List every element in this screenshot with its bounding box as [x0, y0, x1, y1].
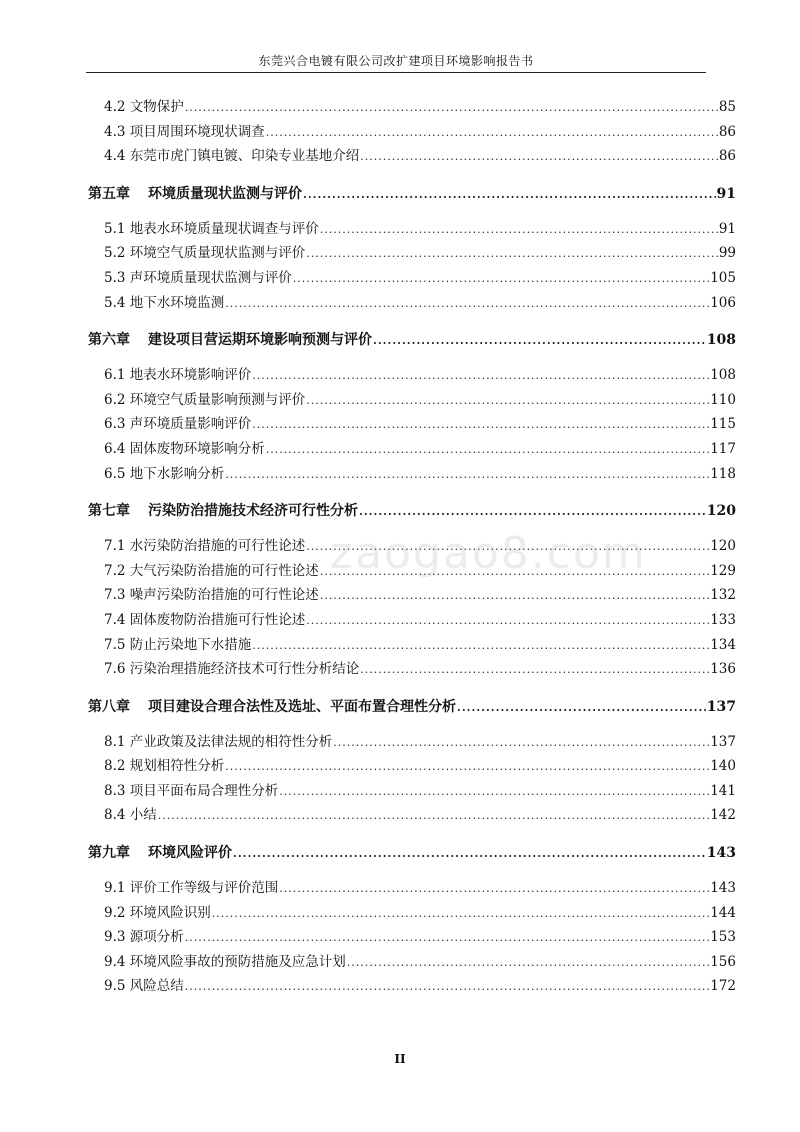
toc-entry-label	[88, 696, 456, 716]
toc-section-entry[interactable]	[88, 217, 736, 242]
toc-page-number: 143	[710, 880, 736, 897]
toc-entry-label: 6.2 环境空气质量影响预测与评价	[104, 391, 306, 408]
dot-leader	[303, 188, 716, 201]
toc-section-entry[interactable]	[88, 633, 736, 658]
toc-chapter-entry[interactable]	[88, 842, 736, 866]
dot-leader	[225, 468, 709, 481]
toc-page-number: 108	[706, 332, 736, 349]
toc-page-number: 129	[710, 562, 736, 579]
toc-page-number: 137	[710, 733, 736, 750]
toc-entry-label: 6.5 地下水影响分析	[104, 465, 225, 482]
dot-leader	[212, 907, 709, 920]
toc-section-entry[interactable]	[88, 462, 736, 487]
toc-section-entry[interactable]	[88, 608, 736, 633]
dot-leader	[373, 334, 706, 347]
toc-page-number: 136	[710, 661, 736, 678]
toc-page-number: 110	[710, 391, 736, 408]
toc-page-number: 105	[710, 269, 736, 286]
toc-entry-label: 4.4 东莞市虎门镇电镀、印染专业基地介绍	[104, 148, 360, 165]
toc-page-number: 153	[710, 929, 736, 946]
toc-entry-label: 8.3 项目平面布局合理性分析	[104, 782, 279, 799]
toc-section-entry[interactable]	[88, 901, 736, 926]
toc-entry-label: 8.2 规划相符性分析	[104, 758, 225, 775]
toc-page-number: 106	[710, 294, 736, 311]
toc-section-entry[interactable]	[88, 241, 736, 266]
toc-page-number: 118	[710, 465, 736, 482]
toc-entry-label: 8.4 小结	[104, 807, 157, 824]
toc-page-number: 99	[718, 245, 736, 262]
toc-page-number: 91	[718, 220, 736, 237]
toc-section-entry[interactable]	[88, 876, 736, 901]
chapter-title: 污染防治措施技术经济可行性分析	[148, 503, 358, 520]
toc-section-entry[interactable]	[88, 144, 736, 169]
toc-page-number: 120	[706, 503, 736, 520]
dot-leader	[279, 882, 709, 895]
dot-leader	[360, 663, 709, 676]
toc-section-entry[interactable]	[88, 583, 736, 608]
toc-entry-label	[88, 329, 372, 349]
toc-entry-label: 9.2 环境风险识别	[104, 904, 211, 921]
chapter-title: 建设项目营运期环境影响预测与评价	[148, 332, 372, 349]
dot-leader	[185, 101, 718, 114]
toc-section-entry[interactable]	[88, 754, 736, 779]
toc-chapter-entry[interactable]	[88, 329, 736, 353]
toc-page-number: 91	[716, 185, 736, 202]
dot-leader	[158, 809, 709, 822]
dot-leader	[225, 297, 709, 310]
dot-leader	[306, 614, 709, 627]
toc-section-entry[interactable]	[88, 950, 736, 975]
toc-entry-label: 5.3 声环境质量现状监测与评价	[104, 269, 292, 286]
dot-leader	[306, 394, 709, 407]
toc-chapter-entry[interactable]	[88, 500, 736, 524]
dot-leader	[320, 223, 718, 236]
chapter-number: 第九章	[88, 845, 130, 862]
toc-entry-label: 7.6 污染治理措施经济技术可行性分析结论	[104, 661, 360, 678]
toc-section-entry[interactable]	[88, 730, 736, 755]
toc-page-number: 86	[718, 123, 736, 140]
dot-leader	[252, 369, 709, 382]
page-header: 东莞兴合电镀有限公司改扩建项目环境影响报告书	[258, 54, 534, 68]
toc-section-entry[interactable]	[88, 412, 736, 437]
toc-page-number: 172	[710, 978, 736, 995]
toc-chapter-entry[interactable]	[88, 696, 736, 720]
dot-leader	[457, 701, 706, 714]
dot-leader	[233, 847, 706, 860]
toc-page-number: 115	[710, 416, 736, 433]
toc-section-entry[interactable]	[88, 779, 736, 804]
toc-entry-label: 8.1 产业政策及法律法规的相符性分析	[104, 733, 333, 750]
dot-leader	[359, 505, 706, 518]
toc-page-number: 132	[710, 587, 736, 604]
toc-entry-label: 9.1 评价工作等级与评价范围	[104, 880, 279, 897]
toc-chapter-entry[interactable]	[88, 183, 736, 207]
chapter-number: 第五章	[88, 185, 130, 202]
toc-entry-label: 7.3 噪声污染防治措施的可行性论述	[104, 587, 319, 604]
dot-leader	[360, 150, 718, 163]
dot-leader	[320, 589, 709, 602]
chapter-number: 第六章	[88, 332, 130, 349]
dot-leader	[252, 418, 709, 431]
chapter-title: 环境质量现状监测与评价	[148, 185, 302, 202]
toc-entry-label: 9.3 源项分析	[104, 929, 184, 946]
toc-entry-label: 5.4 地下水环境监测	[104, 294, 225, 311]
toc-entry-label: 6.4 固体废物环境影响分析	[104, 440, 265, 457]
toc-page-number: 133	[710, 611, 736, 628]
dot-leader	[347, 956, 709, 969]
toc-page-number: 143	[706, 845, 736, 862]
toc-page-number: 120	[710, 538, 736, 555]
dot-leader	[306, 247, 718, 260]
toc-section-entry[interactable]	[88, 266, 736, 291]
dot-leader	[279, 785, 709, 798]
toc-entry-label	[88, 183, 302, 203]
toc-entry-label: 9.4 环境风险事故的预防措施及应急计划	[104, 953, 346, 970]
toc-page-number: 140	[710, 758, 736, 775]
toc-section-entry[interactable]	[88, 437, 736, 462]
toc-entry-label: 5.1 地表水环境质量现状调查与评价	[104, 220, 319, 237]
header-rule	[86, 72, 706, 73]
page-number: II	[394, 1052, 406, 1066]
toc-entry-label: 7.1 水污染防治措施的可行性论述	[104, 538, 306, 555]
dot-leader	[266, 443, 709, 456]
dot-leader	[185, 980, 709, 993]
toc-entry-label: 5.2 环境空气质量现状监测与评价	[104, 245, 306, 262]
toc-page-number: 108	[710, 367, 736, 384]
toc-section-entry[interactable]	[88, 925, 736, 950]
toc-section-entry[interactable]	[88, 95, 736, 120]
dot-leader	[333, 736, 709, 749]
dot-leader	[252, 639, 709, 652]
toc-page-number: 142	[710, 807, 736, 824]
toc-page-number: 86	[718, 148, 736, 165]
toc-entry-label: 7.4 固体废物防治措施可行性论述	[104, 611, 306, 628]
toc-section-entry[interactable]	[88, 803, 736, 828]
toc-entry-label: 4.2 文物保护	[104, 99, 184, 115]
toc-page-number: 144	[710, 904, 736, 921]
chapter-number: 第八章	[88, 698, 130, 715]
chapter-title: 环境风险评价	[148, 845, 232, 862]
toc-page-number: 85	[718, 99, 736, 115]
dot-leader	[185, 931, 709, 944]
toc-page-number: 117	[710, 440, 736, 457]
toc-page-number: 156	[710, 953, 736, 970]
toc-section-entry[interactable]	[88, 291, 736, 316]
toc-entry-label: 7.2 大气污染防治措施的可行性论述	[104, 562, 319, 579]
toc-page-number: 141	[710, 782, 736, 799]
toc-section-entry[interactable]	[88, 974, 736, 999]
dot-leader	[266, 126, 718, 139]
chapter-title: 项目建设合理合法性及选址、平面布置合理性分析	[148, 698, 456, 715]
chapter-number: 第七章	[88, 503, 130, 520]
toc-entry-label: 7.5 防止污染地下水措施	[104, 636, 252, 653]
toc-section-entry[interactable]	[88, 388, 736, 413]
toc-section-entry[interactable]	[88, 363, 736, 388]
dot-leader	[293, 272, 709, 285]
toc-entry-label: 6.3 声环境质量影响评价	[104, 416, 252, 433]
toc-page-number: 134	[710, 636, 736, 653]
toc-entry-label: 4.3 项目周围环境现状调查	[104, 123, 265, 140]
toc-entry-label	[88, 842, 232, 862]
watermark: zaogao8.com	[330, 528, 647, 579]
toc-page-number: 137	[706, 698, 736, 715]
dot-leader	[225, 760, 709, 773]
toc-section-entry[interactable]	[88, 657, 736, 682]
toc-entry-label	[88, 500, 358, 520]
toc-entry-label: 9.5 风险总结	[104, 978, 184, 995]
toc-entry-label: 6.1 地表水环境影响评价	[104, 367, 252, 384]
toc-section-entry[interactable]	[88, 120, 736, 145]
